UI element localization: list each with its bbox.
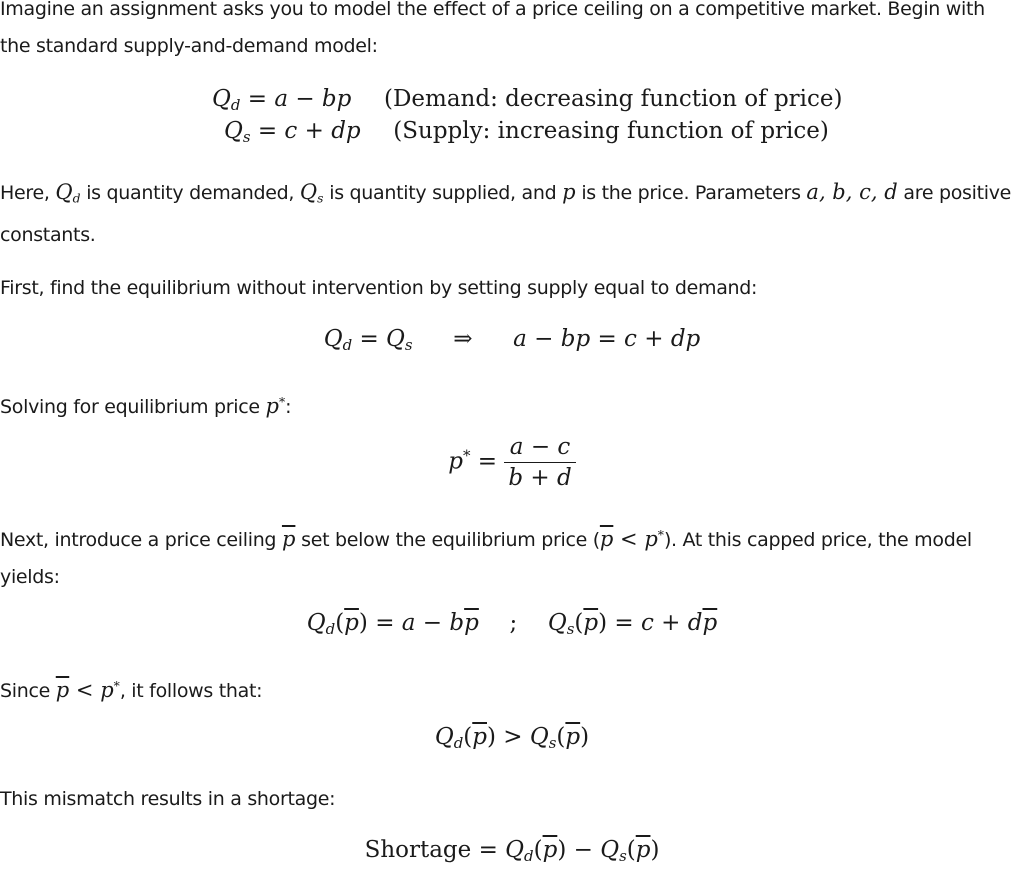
mismatch-paragraph: This mismatch results in a shortage: [0,788,336,810]
since-paragraph: Since $\overline{p} < p^*$, it follows that: [0,677,263,702]
shortage-inequality: $Q_d(\overline{p}) > Q_s(\overline{p})$ [434,724,590,753]
equilibrium-equation: $Q_d = Q_s$ ⇒ a − bp = c + dp [323,326,701,355]
equilibrium-fraction: $\frac{a - c}{b + d}$ [504,434,575,491]
equilibrium-price-formula: p* = $\frac{a - c}{b + d}$ [0,434,1024,491]
ceiling-paragraph: Next, introduce a price ceiling $\overline{p}$ set below the equilibrium price $(\overline{p} < p^*)$. At this capped price, the model yields: [0,526,972,588]
solving-paragraph: Solving for equilibrium price p*: [0,393,292,418]
intro-paragraph: Imagine an assignment asks you to model the effect of a price ceiling on a competitive market. Begin with the standard supply-and-demand model: [0,0,985,57]
definitions-paragraph: Here, $Q_d$ is quantity demanded, $Q_s$ is quantity supplied, and p is the price. Parameters a, b, c, d are positive constants. [0,180,1012,247]
demand-equation: $Q_d = a$ − bp (Demand: decreasing function of price) [212,86,843,115]
ceiling-quantities-equation: $Q_d(\overline{p}) = a - b\overline{p}$ ; $Q_s(\overline{p}) = c + d\overline{p}$ [306,610,718,639]
supply-equation: $Q_s = c$ + dp (Supply: increasing function of price) [224,118,829,147]
shortage-equation: Shortage = $Q_d(\overline{p}) - Q_s(\overline{p})$ [364,837,660,866]
first-paragraph: First, find the equilibrium without intervention by setting supply equal to demand: [0,277,758,299]
